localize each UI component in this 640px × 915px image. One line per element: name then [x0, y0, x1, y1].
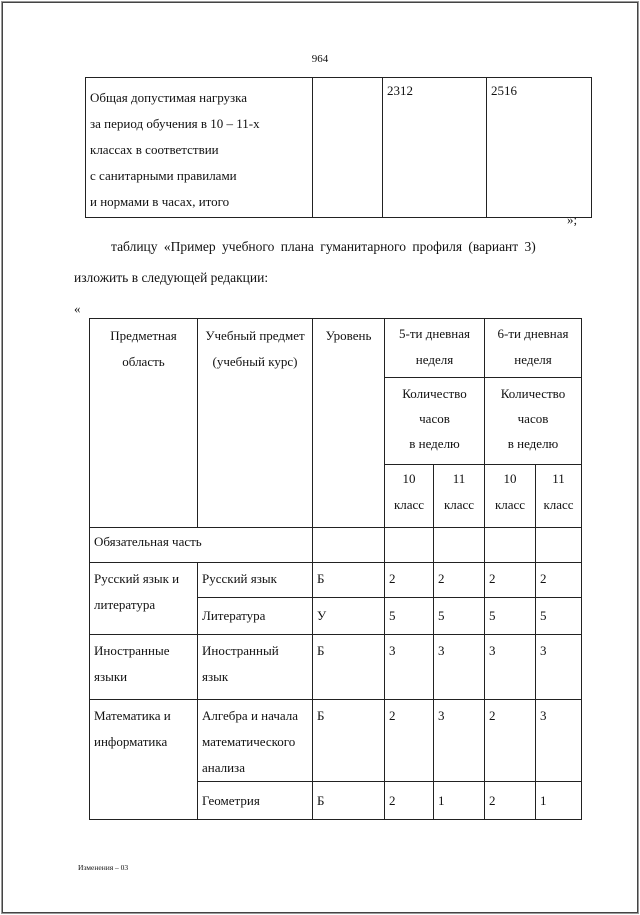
area-text: информатика — [94, 734, 168, 749]
empty-cell — [434, 528, 485, 563]
hours-cell — [434, 598, 485, 635]
hours-text: 1 — [438, 793, 445, 808]
empty-cell — [485, 528, 536, 563]
page-number: 964 — [311, 53, 329, 65]
hours-text: 3 — [540, 708, 547, 723]
header-text: Уровень — [325, 328, 372, 343]
area-text: литература — [94, 597, 156, 612]
paragraph-line-1: таблицу «Пример учебного плана гуманитарного профиля (вариант 3) — [111, 239, 536, 254]
hours-text: 2 — [489, 571, 496, 586]
subject-cell — [198, 635, 313, 700]
load-value-text: 2312 — [387, 83, 413, 98]
hours-cell — [536, 598, 582, 635]
subject-cell — [198, 598, 313, 635]
hours-cell — [485, 598, 536, 635]
header-text: Количество — [402, 386, 467, 401]
area-text: языки — [94, 669, 128, 684]
subject-text: Алгебра и начала — [202, 708, 299, 723]
header-level — [313, 319, 385, 528]
hours-text: 2 — [389, 793, 396, 808]
label-line: Общая допустимая нагрузка — [90, 90, 248, 105]
subject-text: Литература — [202, 608, 266, 623]
hours-text: 5 — [438, 608, 445, 623]
hours-text: 2 — [540, 571, 547, 586]
header-text: неделя — [514, 352, 552, 367]
header-text: 10 — [402, 471, 416, 486]
hours-text: 5 — [540, 608, 547, 623]
header-text: в неделю — [409, 436, 460, 451]
header-grade-11 — [434, 465, 485, 528]
header-text: неделя — [415, 352, 454, 367]
subject-text: язык — [202, 669, 229, 684]
hours-text: 5 — [389, 608, 396, 623]
paragraph-line-2: изложить в следующей редакции: — [74, 270, 269, 285]
hours-cell — [434, 700, 485, 782]
level-text: У — [317, 608, 327, 623]
header-area — [90, 319, 198, 528]
table-row — [90, 700, 582, 782]
section-label-cell — [90, 528, 313, 563]
hours-text: 5 — [489, 608, 496, 623]
closing-mark: »; — [567, 212, 578, 227]
header-text: 11 — [552, 471, 565, 486]
hours-cell — [485, 563, 536, 598]
header-text: класс — [393, 497, 425, 512]
level-text: Б — [317, 708, 325, 723]
hours-text: 1 — [540, 793, 547, 808]
curriculum-table — [89, 318, 582, 820]
level-cell — [313, 598, 385, 635]
subject-cell — [198, 700, 313, 782]
header-text: 10 — [503, 471, 517, 486]
header-text: 6-ти дневная — [497, 326, 569, 341]
hours-cell — [434, 563, 485, 598]
hours-text: 3 — [389, 643, 396, 658]
header-text: 11 — [452, 471, 466, 486]
header-text: Количество — [500, 386, 566, 401]
level-text: Б — [317, 793, 325, 808]
table-row — [90, 563, 582, 598]
area-cell — [90, 700, 198, 820]
label-line: классах в соответствии — [90, 142, 219, 157]
subject-text: анализа — [202, 760, 245, 775]
header-grade-11 — [536, 465, 582, 528]
table-row — [90, 635, 582, 700]
hours-cell — [385, 782, 434, 820]
hours-cell — [434, 782, 485, 820]
area-cell — [90, 563, 198, 635]
hours-text: 2 — [489, 708, 496, 723]
level-cell — [313, 700, 385, 782]
subject-text: Русский язык — [202, 571, 277, 586]
empty-cell — [313, 78, 383, 218]
hours-cell — [385, 563, 434, 598]
load-label — [90, 78, 312, 215]
section-label: Обязательная часть — [94, 534, 202, 549]
hours-text: 3 — [438, 708, 445, 723]
header-text: класс — [494, 497, 526, 512]
hours-text: 3 — [540, 643, 547, 658]
header-text: Предметная — [110, 328, 177, 343]
subject-text: математического — [202, 734, 296, 749]
hours-cell — [536, 635, 582, 700]
header-hours-5 — [385, 378, 485, 465]
header-grade-10 — [385, 465, 434, 528]
hours-text: 2 — [438, 571, 445, 586]
hours-cell — [485, 700, 536, 782]
subject-text: Геометрия — [202, 793, 260, 808]
hours-cell — [536, 782, 582, 820]
header-text: область — [122, 354, 165, 369]
header-text: класс — [543, 497, 574, 512]
area-text: Русский язык и — [94, 571, 180, 586]
header-text: в неделю — [507, 436, 559, 451]
load-value-text: 2516 — [491, 83, 517, 98]
hours-text: 3 — [489, 643, 496, 658]
header-text: класс — [443, 497, 475, 512]
level-cell — [313, 635, 385, 700]
hours-cell — [485, 635, 536, 700]
hours-cell — [485, 782, 536, 820]
empty-cell — [313, 528, 385, 563]
load-value-11 — [487, 78, 592, 218]
load-value-10 — [383, 78, 487, 218]
header-grade-10 — [485, 465, 536, 528]
area-text: Математика и — [94, 708, 171, 723]
header-hours-6 — [485, 378, 582, 465]
header-six-day — [485, 319, 582, 378]
footer-note: Изменения – 03 — [78, 863, 129, 872]
load-label-cell — [86, 78, 313, 218]
hours-cell — [536, 700, 582, 782]
empty-cell — [536, 528, 582, 563]
hours-text: 2 — [389, 571, 396, 586]
header-text: (учебный курс) — [212, 354, 298, 369]
subject-text: Иностранный — [202, 643, 279, 658]
hours-cell — [434, 635, 485, 700]
hours-text: 3 — [438, 643, 445, 658]
header-text: Учебный предмет — [205, 328, 305, 343]
label-line: и нормами в часах, итого — [90, 194, 230, 209]
hours-cell — [385, 598, 434, 635]
load-table — [85, 77, 592, 218]
hours-text: 2 — [389, 708, 396, 723]
level-text: Б — [317, 643, 325, 658]
label-line: за период обучения в 10 – 11-х — [90, 116, 260, 131]
level-text: Б — [317, 571, 325, 586]
hours-text: 2 — [489, 793, 496, 808]
empty-cell — [385, 528, 434, 563]
hours-cell — [536, 563, 582, 598]
header-text: часов — [419, 411, 450, 426]
area-cell — [90, 635, 198, 700]
area-text: Иностранные — [94, 643, 170, 658]
header-text: часов — [517, 411, 549, 426]
open-quote: « — [74, 301, 81, 316]
label-line: с санитарными правилами — [90, 168, 237, 183]
subject-cell — [198, 782, 313, 820]
hours-cell — [385, 700, 434, 782]
header-text: 5-ти дневная — [399, 326, 470, 341]
subject-cell — [198, 563, 313, 598]
level-cell — [313, 782, 385, 820]
hours-cell — [385, 635, 434, 700]
level-cell — [313, 563, 385, 598]
header-five-day — [385, 319, 485, 378]
header-subject — [198, 319, 313, 528]
